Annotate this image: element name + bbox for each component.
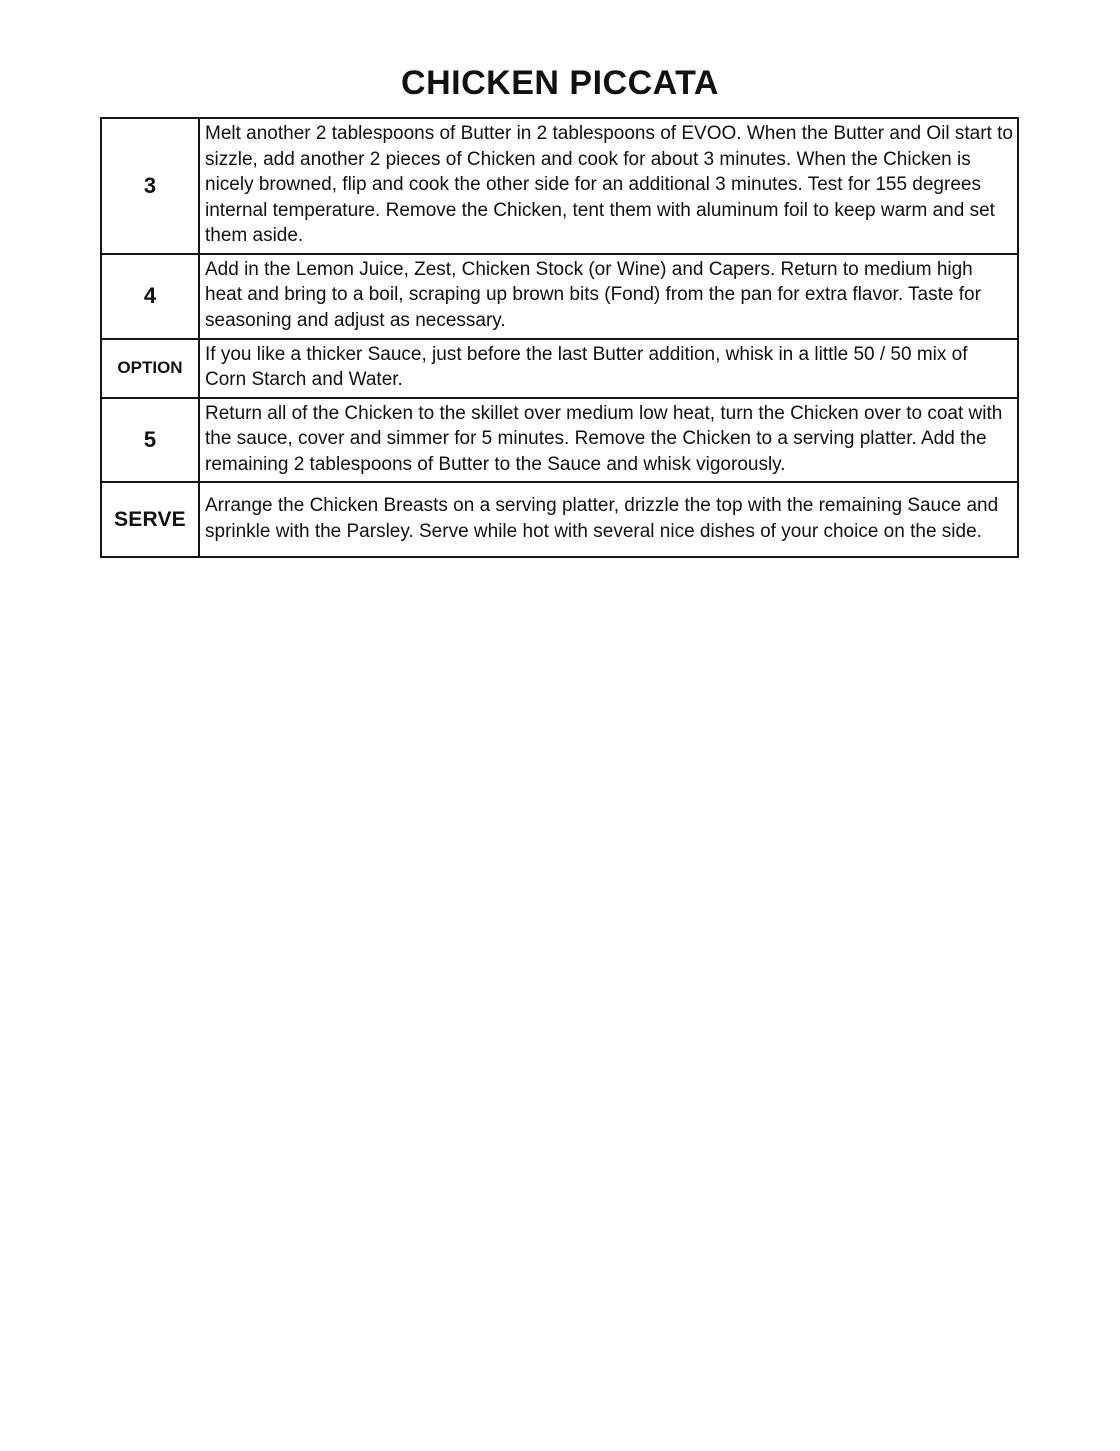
step-instruction: Arrange the Chicken Breasts on a serving platter, drizzle the top with the remaining Sauce and sprinkle with the Parsley. Serve while hot with several nice dishes of your choice on the side. bbox=[199, 482, 1018, 557]
step-number: 4 bbox=[101, 254, 199, 339]
step-number: 5 bbox=[101, 398, 199, 483]
page-title: CHICKEN PICCATA bbox=[401, 64, 719, 102]
step-number: OPTION bbox=[101, 339, 199, 398]
step-instruction: Return all of the Chicken to the skillet over medium low heat, turn the Chicken over to coat with the sauce, cover and simmer for 5 minutes. Remove the Chicken to a serving platter. Add the remaining 2 tablespoons of Butter to the Sauce and whisk vigorously. bbox=[199, 398, 1018, 483]
table-row bbox=[101, 254, 1018, 339]
step-number: 3 bbox=[101, 118, 199, 254]
table-row bbox=[101, 482, 1018, 557]
table-row bbox=[101, 118, 1018, 254]
step-instruction: If you like a thicker Sauce, just before the last Butter addition, whisk in a little 50 / 50 mix of Corn Starch and Water. bbox=[199, 339, 1018, 398]
step-number: SERVE bbox=[101, 482, 199, 557]
step-instruction: Melt another 2 tablespoons of Butter in 2 tablespoons of EVOO. When the Butter and Oil start to sizzle, add another 2 pieces of Chicken and cook for about 3 minutes. When the Chicken is nicely browned, flip and cook the other side for an additional 3 minutes. Test for 155 degrees internal temperature. Remove the Chicken, tent them with aluminum foil to keep warm and set them aside. bbox=[199, 118, 1018, 254]
table-row bbox=[101, 398, 1018, 483]
recipe-steps-table bbox=[100, 117, 1019, 558]
table-row bbox=[101, 339, 1018, 398]
step-instruction: Add in the Lemon Juice, Zest, Chicken Stock (or Wine) and Capers. Return to medium high heat and bring to a boil, scraping up brown bits (Fond) from the pan for extra flavor. Taste for seasoning and adjust as necessary. bbox=[199, 254, 1018, 339]
